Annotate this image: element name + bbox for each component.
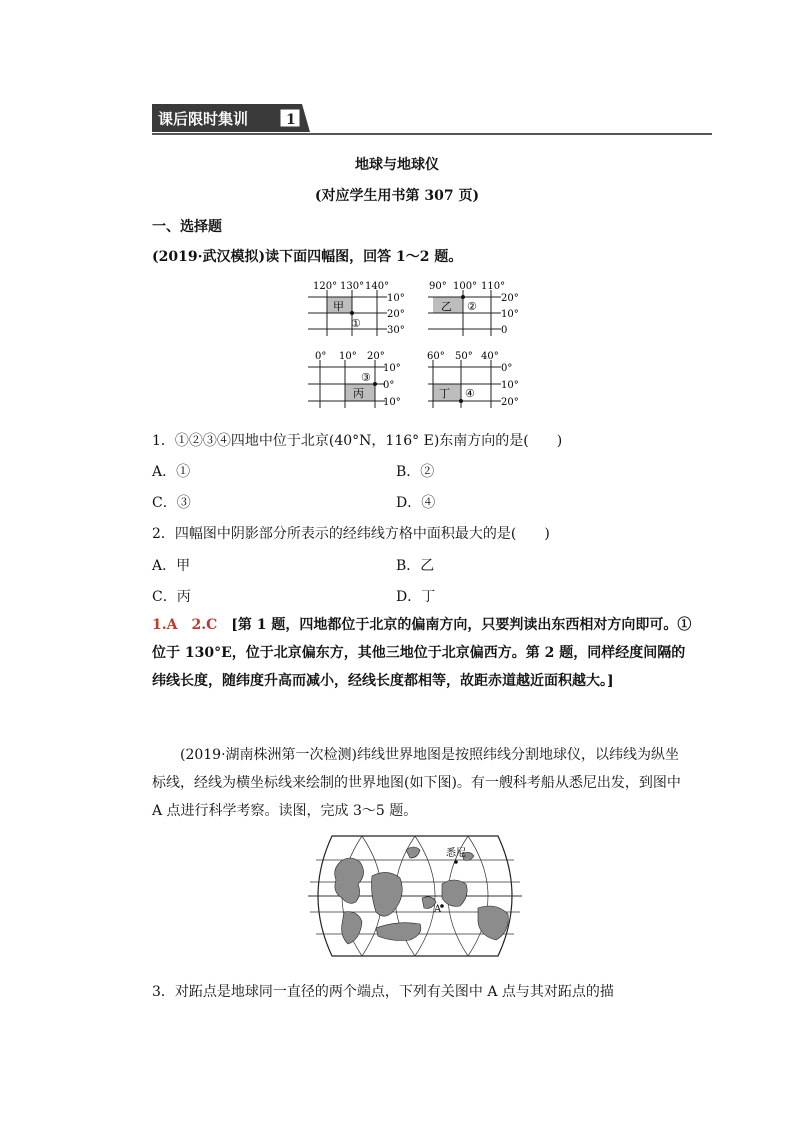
grid-bing-top-0: 0° [315, 351, 327, 362]
grid-yi-right-0: 20° [501, 293, 519, 304]
grid-yi-shade-label: 乙 [441, 300, 452, 313]
q2-option-d: D．丁 [396, 589, 436, 605]
grid-yi-right-1: 10° [501, 309, 519, 320]
grid-yi-top-1: 100° [453, 281, 478, 292]
grid-bing-right-2: 10° [383, 397, 401, 408]
grid-ding-top-1: 50° [455, 351, 473, 362]
map-label-a: A [434, 904, 442, 915]
q1-option-a: A．① [152, 464, 191, 480]
grid-ding-shade-label: 丁 [439, 387, 450, 400]
header-rule [152, 133, 712, 135]
grid-ding-right-0: 0° [501, 363, 513, 374]
intro-q3-5: (2019·湖南株洲第一次检测)纬线世界地图是按照纬线分割地球仪，以纬线为纵坐标线，经线为横坐标线来绘制的世界地图(如下图)。有一艘科考船从悉尼出发，到图中 A 点进行科学考察。读图，完成 3～5 题。 [152, 747, 681, 819]
map-label-sydney: 悉尼 [446, 848, 466, 859]
grid-yi-point-label: ② [467, 300, 477, 313]
grid-jia-shade-label: 甲 [333, 300, 344, 313]
grid-yi-top-2: 110° [481, 281, 506, 292]
q2-stem: 2．四幅图中阴影部分所表示的经纬线方格中面积最大的是( ) [152, 526, 550, 542]
grid-ding-point-label: ④ [465, 387, 475, 400]
q2-option-b: B．乙 [396, 558, 435, 574]
grid-jia [305, 280, 405, 342]
grid-ding-right-2: 20° [501, 397, 519, 408]
grid-ding-right-1: 10° [501, 380, 519, 391]
grid-yi [425, 280, 525, 342]
answer-block [152, 611, 692, 695]
grid-ding [425, 350, 525, 412]
page-title: 地球与地球仪 [355, 157, 439, 173]
grid-ding-top-0: 60° [427, 351, 445, 362]
page-subtitle: (对应学生用书第 307 页) [314, 188, 480, 204]
q2-option-a: A．甲 [152, 558, 191, 574]
header-label: 课后限时集训 [158, 110, 249, 128]
intro-q1-2: (2019·武汉模拟)读下面四幅图，回答 1～2 题。 [152, 249, 463, 265]
grid-jia-right-1: 20° [387, 309, 405, 320]
header-badge [152, 104, 310, 132]
q2-option-c: C．丙 [152, 589, 191, 605]
grid-jia-right-2: 30° [387, 325, 405, 336]
grid-bing-right-0: 10° [383, 363, 401, 374]
grid-yi-top-0: 90° [429, 281, 447, 292]
q1-option-d: D．④ [396, 495, 436, 511]
grid-bing-shade-label: 丙 [353, 387, 364, 400]
grid-ding-top-2: 40° [481, 351, 499, 362]
q1-option-c: C．③ [152, 495, 191, 511]
q1-stem: 1．①②③④四地中位于北京(40°N，116° E)东南方向的是( ) [152, 433, 563, 449]
header-number: 1 [286, 112, 296, 128]
q3-stem: 3．对跖点是地球同一直径的两个端点，下列有关图中 A 点与其对跖点的描 [152, 984, 614, 1000]
section-heading: 一、选择题 [152, 219, 222, 235]
grid-jia-top-1: 130° [340, 281, 365, 292]
grid-bing-point-label: ③ [361, 371, 371, 384]
grid-jia-right-0: 10° [387, 293, 405, 304]
grid-yi-right-2: 0 [501, 325, 508, 336]
grid-bing-right-1: 0° [383, 380, 395, 391]
q1-option-b: B．② [396, 464, 435, 480]
grid-bing-top-2: 20° [367, 351, 385, 362]
grid-jia-point-label: ① [351, 317, 361, 330]
grid-bing-top-1: 10° [339, 351, 357, 362]
answer-explanation: [第 1 题，四地都位于北京的偏南方向，只要判读出东西相对方向即可。①位于 130°E，位于北京偏东方，其他三地位于北京偏西方。第 2 题，同样经度间隔的纬线长度，随纬度升高而减小，经线长度都相等，故距赤道越近面积越大。] [152, 617, 692, 689]
grid-jia-top-0: 120° [313, 281, 338, 292]
grid-bing [305, 350, 405, 412]
answer-keys: 1.A 2.C [152, 617, 218, 633]
grid-jia-top-2: 140° [365, 281, 390, 292]
world-map [302, 832, 528, 960]
